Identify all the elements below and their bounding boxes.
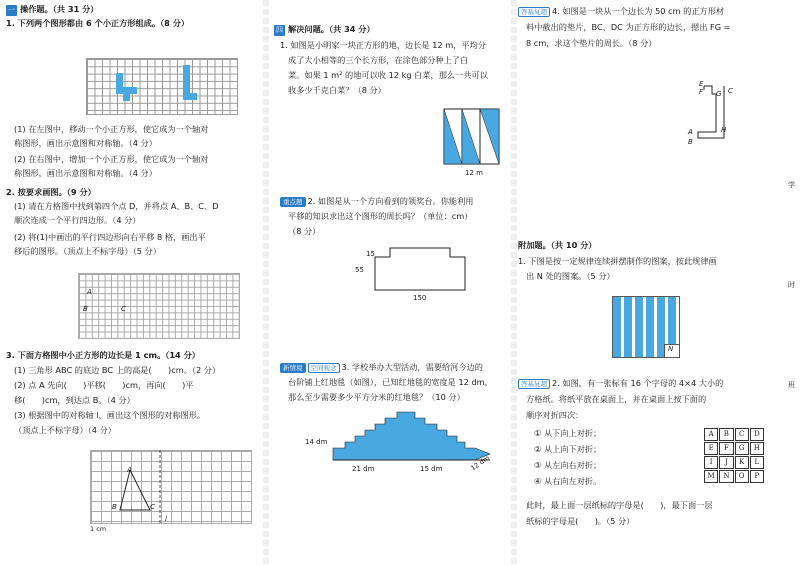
q3-line: 台阶铺上红地毯（如图），已知红地毯的宽度是 12 dm， <box>288 377 493 387</box>
q4-label: H <box>721 126 727 134</box>
q2-point-c: C <box>121 305 126 313</box>
q4-label: E <box>699 80 704 88</box>
e2-end: 此时，最上面一层纸标的字母是( )，最下面一层 <box>526 500 713 510</box>
letter-cell: H <box>750 442 764 455</box>
letter-cell: N <box>719 470 733 483</box>
q1-part1: (1) 在左图中，移动一个小正方形，使它成为一个轴对 <box>14 124 209 134</box>
letter-cell: B <box>719 428 733 441</box>
column-extra <box>516 0 800 566</box>
section-heading-4 <box>274 24 375 36</box>
section-badge-4: 四 <box>276 26 283 34</box>
letter-cell: J <box>719 456 733 469</box>
section-title-4: 解决问题。（共 34 分） <box>288 24 375 34</box>
q3-point-c: C <box>150 503 155 511</box>
letter-cell: O <box>735 470 749 483</box>
q3-part2: (2) 点 A 先向( )平移( )cm，再向( )平 <box>14 380 194 390</box>
q1-line: 1. 如图是小明家一块正方形的地，边长是 12 m，平均分 <box>280 40 486 50</box>
section-heading <box>6 4 99 16</box>
margin-char: 学 <box>788 181 795 189</box>
q2-podium <box>370 245 470 295</box>
q1-title: 1. 下列两个图形都由 6 个小正方形组成。（8 分） <box>6 18 190 28</box>
q1-grid <box>86 58 238 115</box>
q3-tag-2: 空间观念 <box>308 363 340 373</box>
column-operations <box>0 0 262 566</box>
q3-part1: (1) 三角形 ABC 的底边 BC 上的高是( )cm。（2 分） <box>14 365 221 375</box>
e1-n-label: N <box>668 345 674 353</box>
q2-point-a: A <box>87 288 92 296</box>
e2-step: ③ 从左向右对折； <box>534 460 602 470</box>
letter-cell: G <box>735 442 749 455</box>
e2-step: ④ 从右向左对折。 <box>534 476 602 486</box>
e2-line: 方格纸。将纸平放在桌面上，并在桌面上按下面的 <box>526 394 707 404</box>
q2-part2: (2) 将(1)中画出的平行四边形向右平移 8 格，画出平 <box>14 232 206 242</box>
q2-point-b: B <box>83 305 88 313</box>
q4-label: G <box>716 90 722 98</box>
e2-step: ① 从下向上对折； <box>534 428 602 438</box>
q3-line: 那么至少需要多少平方分米的红地毯？（10 分） <box>288 392 465 402</box>
q3-triangle <box>90 450 250 530</box>
q3-point-b: B <box>112 503 117 511</box>
q4-line: 料中截出的垫片，BC、DC 为正方形的边长，摁出 FG = <box>526 22 731 32</box>
q3-dim-14: 14 dm <box>305 438 328 446</box>
margin-char: 班 <box>788 381 795 389</box>
q3-dim-12: 12 dm <box>469 453 491 473</box>
q4-line: 8 cm，求这个垫片的周长。（8 分） <box>526 38 657 48</box>
e2-tag: 答基复超 <box>518 379 550 389</box>
e1-line: 出 N 处的图案。（5 分） <box>526 271 615 281</box>
q4-label: B <box>688 138 693 146</box>
letter-cell: P <box>750 470 764 483</box>
q4-line: 答基复超 4. 如图是一块从一个边长为 50 cm 的正方形材 <box>518 6 724 17</box>
q2-line: 平移的知识求出这个图形的周长吗？（单位：cm） <box>288 211 473 221</box>
letter-cell: E <box>704 442 718 455</box>
q4-label: C <box>728 87 733 95</box>
q2-title: 2. 按要求画图。（9 分） <box>6 187 96 197</box>
q2-line: （8 分） <box>288 226 321 236</box>
q4-label: A <box>688 128 693 136</box>
q3-axis-label: l <box>165 515 167 523</box>
q3-dim-15: 15 dm <box>420 465 443 473</box>
e2-line: 答基复超 2. 如图，有一张标有 16 个字母的 4×4 大小的 <box>518 378 723 389</box>
e2-line: 顺序对折四次： <box>526 410 584 420</box>
e2-letter-grid <box>704 428 764 480</box>
q2-dim-55: 55 <box>355 266 364 274</box>
q2-part2-cont: 移后的图形。（顶点上不标字母）（5 分） <box>14 246 161 256</box>
q4-tag: 答基复超 <box>518 7 550 17</box>
column-divider <box>263 0 269 566</box>
section-badge: 一 <box>8 6 15 14</box>
e2-step: ② 从上向下对折； <box>534 444 602 454</box>
q3-title: 3. 下面方格图中小正方形的边长是 1 cm。（14 分） <box>6 350 200 360</box>
q3-dim-21: 21 dm <box>352 465 375 473</box>
q1-line: 成了大小相等的三个长方形，在涂色部分种上了白 <box>288 55 469 65</box>
e2-end: 纸标的字母是( )。（5 分） <box>526 516 635 526</box>
q1-dimension: 12 m <box>465 169 483 177</box>
letter-cell: M <box>704 470 718 483</box>
q3-part3-cont: （顶点上不标字母）（4 分） <box>14 425 116 435</box>
e1-line: 1. 下图是按一定规律连续拼摆制作的图案，按此规律画 <box>518 256 717 266</box>
q2-dim-15: 15 <box>366 250 375 258</box>
q3-unit-label: 1 cm <box>90 525 107 533</box>
q1-line: 菜。如果 1 m² 的地可以收 12 kg 白菜，那么一共可以 <box>288 70 488 80</box>
q3-line: 新情境 空间观念 3. 学校举办大型活动，需要给河今边的 <box>280 362 483 373</box>
letter-cell: C <box>735 428 749 441</box>
q2-dim-150: 150 <box>413 294 427 302</box>
letter-cell: A <box>704 428 718 441</box>
q3-tag-1: 新情境 <box>280 363 306 373</box>
letter-cell: K <box>735 456 749 469</box>
q1-part2: (2) 在右图中，增加一个小正方形，使它成为一个轴对 <box>14 154 209 164</box>
margin-char: 时 <box>788 281 795 289</box>
letter-cell: D <box>750 428 764 441</box>
q1-square-field <box>443 108 503 170</box>
q2-part1: (1) 请在方格图中找到第四个点 D，并将点 A、B、C、D <box>14 201 219 211</box>
q1-part2-cont: 称图形，画出示意图和对称轴。（4 分） <box>14 168 157 178</box>
q2-grid <box>78 273 240 339</box>
letter-cell: I <box>704 456 718 469</box>
q4-label: F <box>699 88 704 96</box>
q2-part1-cont: 顺次连成一个平行四边形。（4 分） <box>14 215 141 225</box>
section-title: 操作题。（共 31 分） <box>20 4 99 14</box>
column-problems <box>270 0 514 566</box>
q2-line: 重点题 2. 如图是从一个方向看到的领奖台。你能利用 <box>280 196 473 207</box>
extra-title: 附加题。（共 10 分） <box>518 240 597 250</box>
q3-part3: (3) 根据图中的对称轴 l，画出这个图形的对称图形。 <box>14 410 206 420</box>
q3-part2-cont: 移( )cm，到达点 B。（4 分） <box>14 395 135 405</box>
q1-part1-cont: 称图形，画出示意图和对称轴。（4 分） <box>14 138 157 148</box>
letter-cell: F <box>719 442 733 455</box>
q1-line: 收多少千克白菜？（8 分） <box>288 85 386 95</box>
q3-point-a: A <box>127 466 132 474</box>
letter-cell: L <box>750 456 764 469</box>
q2-tag: 重点题 <box>280 197 306 207</box>
